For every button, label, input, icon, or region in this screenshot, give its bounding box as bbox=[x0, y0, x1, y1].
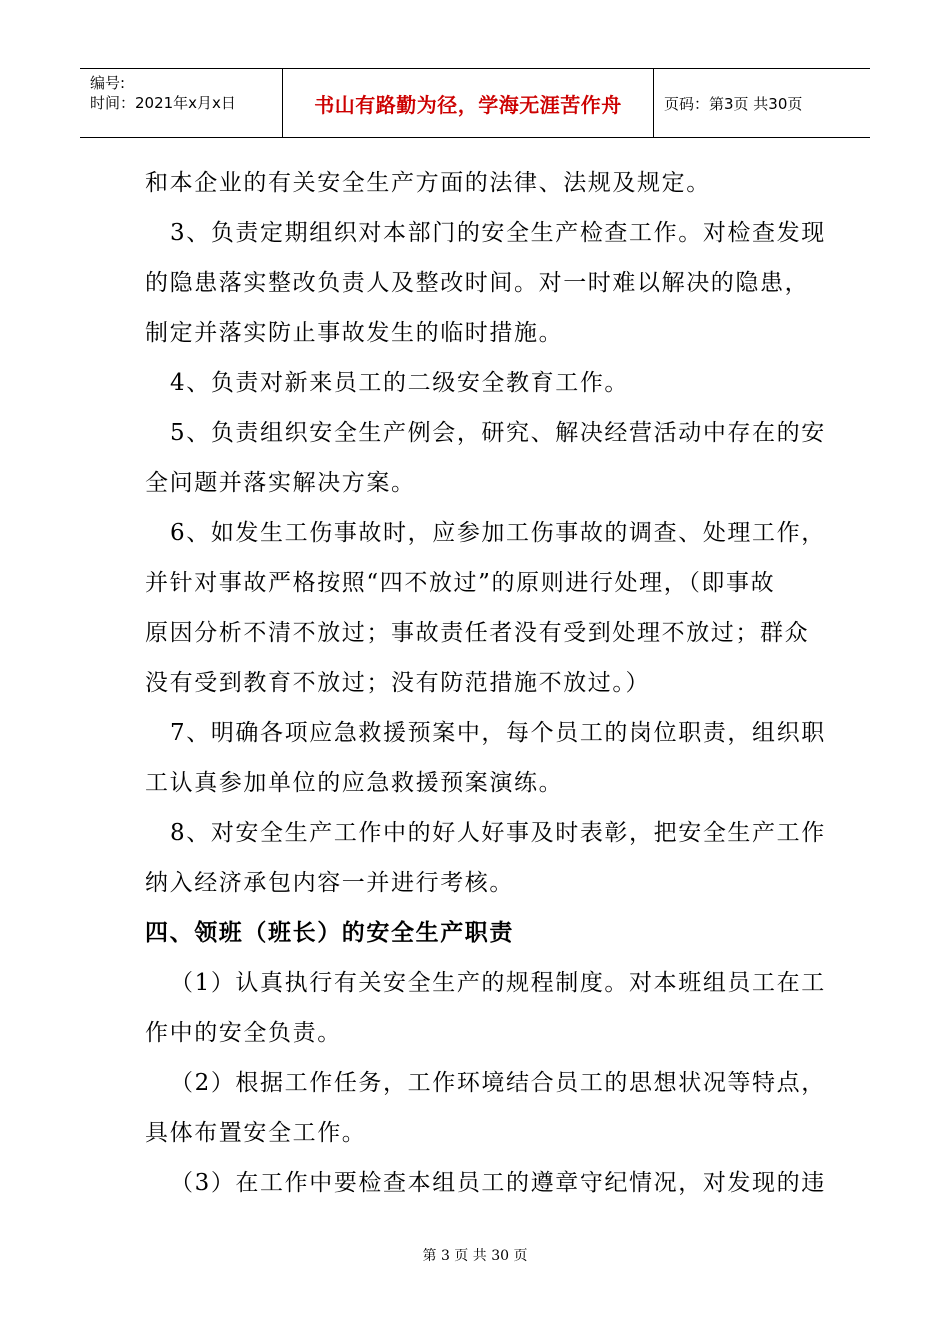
body-line: 制定并落实防止事故发生的临时措施。 bbox=[145, 320, 564, 346]
page-header bbox=[80, 68, 870, 138]
document-body bbox=[145, 158, 826, 1208]
document-date-label: 时间：2021年x月x日 bbox=[90, 94, 236, 112]
body-line: 7、明确各项应急救援预案中，每个员工的岗位职责，组织职 bbox=[170, 720, 826, 746]
body-line: 6、如发生工伤事故时，应参加工伤事故的调查、处理工作， bbox=[170, 520, 826, 546]
section-heading: 四、领班（班长）的安全生产职责 bbox=[145, 920, 514, 946]
body-line: （3）在工作中要检查本组员工的遵章守纪情况，对发现的违 bbox=[170, 1170, 826, 1196]
page-footer: 第 3 页 共 30 页 bbox=[422, 1248, 528, 1264]
document-number-label: 编号: bbox=[90, 74, 126, 92]
body-line: 没有受到教育不放过；没有防范措施不放过。） bbox=[145, 670, 651, 696]
body-line: 5、负责组织安全生产例会，研究、解决经营活动中存在的安 bbox=[170, 420, 826, 446]
body-line: 和本企业的有关安全生产方面的法律、法规及规定。 bbox=[145, 170, 711, 196]
body-line: 8、对安全生产工作中的好人好事及时表彰，把安全生产工作 bbox=[170, 820, 826, 846]
header-motto: 书山有路勤为径，学海无涯苦作舟 bbox=[282, 69, 654, 137]
body-line: 3、负责定期组织对本部门的安全生产检查工作。对检查发现 bbox=[170, 220, 826, 246]
body-line: 原因分析不清不放过；事故责任者没有受到处理不放过；群众 bbox=[145, 620, 810, 646]
header-meta bbox=[80, 69, 282, 137]
body-line: 4、负责对新来员工的二级安全教育工作。 bbox=[170, 370, 630, 396]
body-line: （2）根据工作任务，工作环境结合员工的思想状况等特点， bbox=[170, 1070, 826, 1096]
body-line: 并针对事故严格按照“四不放过”的原则进行处理，（即事故 bbox=[145, 570, 776, 596]
body-line: 的隐患落实整改负责人及整改时间。对一时难以解决的隐患， bbox=[145, 270, 810, 296]
header-page-info: 页码：第3页 共30页 bbox=[664, 94, 803, 113]
body-line: 纳入经济承包内容一并进行考核。 bbox=[145, 870, 514, 896]
body-line: 全问题并落实解决方案。 bbox=[145, 470, 416, 496]
body-line: （1）认真执行有关安全生产的规程制度。对本班组员工在工 bbox=[170, 970, 826, 996]
body-line: 工认真参加单位的应急救援预案演练。 bbox=[145, 770, 564, 796]
body-line: 具体布置安全工作。 bbox=[145, 1120, 367, 1146]
body-line: 作中的安全负责。 bbox=[145, 1020, 342, 1046]
